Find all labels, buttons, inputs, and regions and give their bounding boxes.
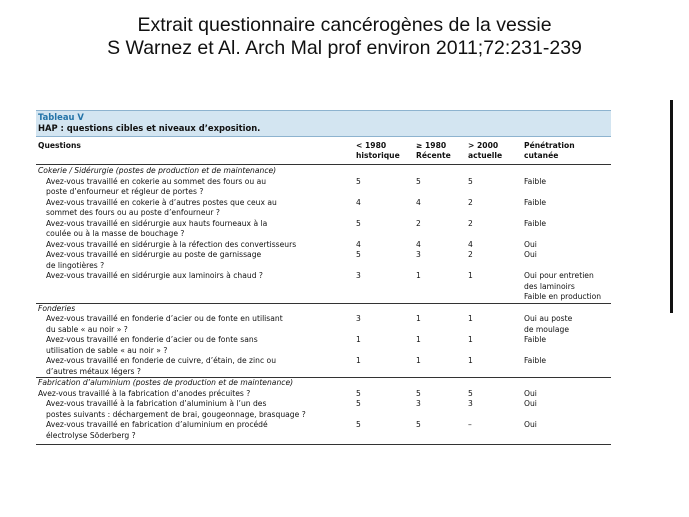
question-text-line: Avez-vous travaillé en sidérurgie au poste de garnissage xyxy=(46,250,262,259)
question-text-line: Avez-vous travaillé en fonderie d’acier ou de fonte sans xyxy=(46,335,258,344)
question-text-line: Avez-vous travaillé en sidérurgie aux hauts fourneaux à la xyxy=(46,218,268,228)
table-row xyxy=(36,314,611,335)
table-row xyxy=(36,399,611,420)
level-actuelle: 4 xyxy=(468,239,473,249)
header-recente-top: ≥ 1980 xyxy=(416,141,447,150)
level-recente: 2 xyxy=(416,218,421,228)
header-questions-label: Questions xyxy=(38,141,81,150)
question-text-line: postes suivants : déchargement de brai, gougeonnage, brasquage ? xyxy=(46,409,306,419)
header-actuelle-bottom: actuelle xyxy=(468,151,503,160)
question-text-line: d’autres métaux légers ? xyxy=(46,366,141,376)
table-row xyxy=(36,335,611,356)
level-recente: 5 xyxy=(416,388,421,398)
questions-table xyxy=(36,137,611,445)
level-historique: 3 xyxy=(356,314,361,323)
question-text-line: sommet des fours ou au poste d’enfourneur ? xyxy=(46,208,220,217)
level-actuelle: – xyxy=(468,420,524,445)
level-actuelle: 1 xyxy=(468,314,473,323)
penetration-text-line: Oui au poste xyxy=(524,314,573,323)
penetration-text-line: Oui pour entretien xyxy=(524,271,594,280)
level-historique: 5 xyxy=(356,388,361,398)
section-heading: Cokerie / Sidérurgie (postes de production et de maintenance) xyxy=(38,166,277,175)
table-row xyxy=(36,271,611,303)
table-row xyxy=(36,198,611,219)
table-row xyxy=(36,177,611,198)
penetration-cell xyxy=(524,198,611,219)
question-text-line: Avez-vous travaillé en sidérurgie à la réfection des convertisseurs xyxy=(46,239,297,249)
penetration-cell xyxy=(524,399,611,420)
question-text-line: de lingotières ? xyxy=(46,260,105,270)
table-row xyxy=(36,356,611,378)
penetration-text-line: Oui xyxy=(524,239,537,249)
level-historique: 4 xyxy=(356,197,361,207)
table-row xyxy=(36,389,611,400)
header-recente xyxy=(416,137,468,165)
level-actuelle: 2 xyxy=(468,218,473,228)
level-recente: 5 xyxy=(416,176,421,186)
question-cell xyxy=(36,389,356,400)
question-text-line: Avez-vous travaillé à la fabrication d’anodes précuites ? xyxy=(38,388,251,398)
penetration-text-line: Oui xyxy=(524,399,537,408)
level-recente: 5 xyxy=(416,420,468,445)
level-actuelle: 5 xyxy=(468,176,473,186)
penetration-cell xyxy=(524,219,611,240)
table-row xyxy=(36,240,611,251)
penetration-cell xyxy=(524,420,611,445)
penetration-text-line: de moulage xyxy=(524,324,570,334)
level-actuelle: 2 xyxy=(468,197,473,207)
penetration-text-line: Oui xyxy=(524,388,537,398)
section-heading-row xyxy=(36,378,611,389)
level-actuelle: 5 xyxy=(468,388,473,398)
level-historique: 3 xyxy=(356,271,361,280)
header-recente-bottom: Récente xyxy=(416,151,451,160)
question-text-line: Avez-vous travaillé en fonderie d’acier ou de fonte en utilisant xyxy=(46,314,283,323)
level-historique: 5 xyxy=(356,420,416,445)
level-actuelle: 1 xyxy=(468,356,473,365)
question-cell xyxy=(36,356,356,378)
question-cell xyxy=(36,314,356,335)
question-cell xyxy=(36,420,356,445)
slide-vertical-bar xyxy=(670,100,673,313)
table-row xyxy=(36,250,611,271)
penetration-cell xyxy=(524,356,611,378)
section-heading-row xyxy=(36,165,611,177)
header-penetration-bottom: cutanée xyxy=(524,151,559,160)
header-penetration xyxy=(524,137,611,165)
section-heading-row xyxy=(36,303,611,314)
penetration-text-line: Faible xyxy=(524,218,547,228)
table-row xyxy=(36,219,611,240)
penetration-text-line: des laminoirs xyxy=(524,281,575,291)
table-caption: Tableau V xyxy=(38,112,84,122)
penetration-cell xyxy=(524,240,611,251)
question-text-line: Avez-vous travaillé en fonderie de cuivre, d’étain, de zinc ou xyxy=(46,356,277,365)
section-heading: Fabrication d’aluminium (postes de production et de maintenance) xyxy=(36,378,611,389)
penetration-text-line: Oui xyxy=(524,250,537,259)
penetration-cell xyxy=(524,177,611,198)
level-recente: 4 xyxy=(416,239,421,249)
question-cell xyxy=(36,240,356,251)
question-cell xyxy=(36,219,356,240)
question-text-line: Avez-vous travaillé en sidérurgie aux laminoirs à chaud ? xyxy=(46,271,263,280)
penetration-text-line: Oui xyxy=(524,420,537,429)
question-cell xyxy=(36,399,356,420)
question-text-line: poste d’enfourneur et régleur de portes ? xyxy=(46,187,204,196)
level-recente: 1 xyxy=(416,271,421,280)
question-cell xyxy=(36,271,356,303)
penetration-text-line: Faible xyxy=(524,335,547,344)
question-text-line: Avez-vous travaillé à la fabrication d’aluminium à l’un des xyxy=(46,399,267,408)
level-historique: 5 xyxy=(356,218,361,228)
exposure-table xyxy=(36,110,611,445)
header-historique xyxy=(356,137,416,165)
section-heading: Fonderies xyxy=(36,303,611,314)
header-penetration-top: Pénétration xyxy=(524,141,575,150)
table-subcaption: HAP : questions cibles et niveaux d’exposition. xyxy=(38,123,261,133)
question-text-line: utilisation de sable « au noir » ? xyxy=(46,345,168,355)
level-historique: 1 xyxy=(356,356,361,365)
penetration-text-line: Faible xyxy=(524,197,547,207)
slide-title-line-1: Extrait questionnaire cancérogènes de la vessie xyxy=(137,14,552,36)
level-recente: 1 xyxy=(416,335,421,344)
slide-title xyxy=(0,14,689,60)
question-cell xyxy=(36,177,356,198)
question-text-line: Avez-vous travaillé en cokerie au sommet des fours ou au xyxy=(46,176,267,186)
slide-title-line-2: S Warnez et Al. Arch Mal prof environ 2011;72:231-239 xyxy=(107,37,582,59)
level-recente: 1 xyxy=(416,314,421,323)
level-recente: 1 xyxy=(416,356,421,365)
question-text-line: du sable « au noir » ? xyxy=(46,324,128,334)
question-cell xyxy=(36,335,356,356)
level-actuelle: 1 xyxy=(468,335,473,344)
penetration-text-line: Faible en production xyxy=(524,292,602,301)
header-actuelle xyxy=(468,137,524,165)
level-actuelle: 3 xyxy=(468,399,473,408)
question-text-line: Avez-vous travaillé en cokerie à d’autres postes que ceux au xyxy=(46,197,277,207)
level-historique: 4 xyxy=(356,239,361,249)
header-historique-bottom: historique xyxy=(356,151,400,160)
level-historique: 5 xyxy=(356,176,361,186)
penetration-cell xyxy=(524,250,611,271)
level-historique: 1 xyxy=(356,335,361,344)
question-text-line: Avez-vous travaillé en fabrication d’aluminium en procédé xyxy=(46,420,268,429)
level-recente: 3 xyxy=(416,399,421,408)
table-row xyxy=(36,420,611,445)
header-actuelle-top: > 2000 xyxy=(468,141,499,150)
header-questions xyxy=(36,137,356,165)
level-recente: 4 xyxy=(416,197,421,207)
header-historique-top: < 1980 xyxy=(356,141,387,150)
level-historique: 5 xyxy=(356,250,361,259)
question-text-line: électrolyse Söderberg ? xyxy=(46,430,136,440)
penetration-cell xyxy=(524,389,611,400)
penetration-cell xyxy=(524,314,611,335)
table-header-row xyxy=(36,137,611,165)
question-cell xyxy=(36,250,356,271)
table-caption-band xyxy=(36,110,611,137)
level-actuelle: 1 xyxy=(468,271,473,280)
question-cell xyxy=(36,198,356,219)
question-text-line: coulée ou à la masse de bouchage ? xyxy=(46,229,185,238)
penetration-text-line: Faible xyxy=(524,356,547,365)
penetration-cell xyxy=(524,271,611,303)
table-body xyxy=(36,165,611,445)
level-recente: 3 xyxy=(416,250,421,259)
level-historique: 5 xyxy=(356,399,361,408)
penetration-text-line: Faible xyxy=(524,176,547,186)
penetration-cell xyxy=(524,335,611,356)
level-actuelle: 2 xyxy=(468,250,473,259)
